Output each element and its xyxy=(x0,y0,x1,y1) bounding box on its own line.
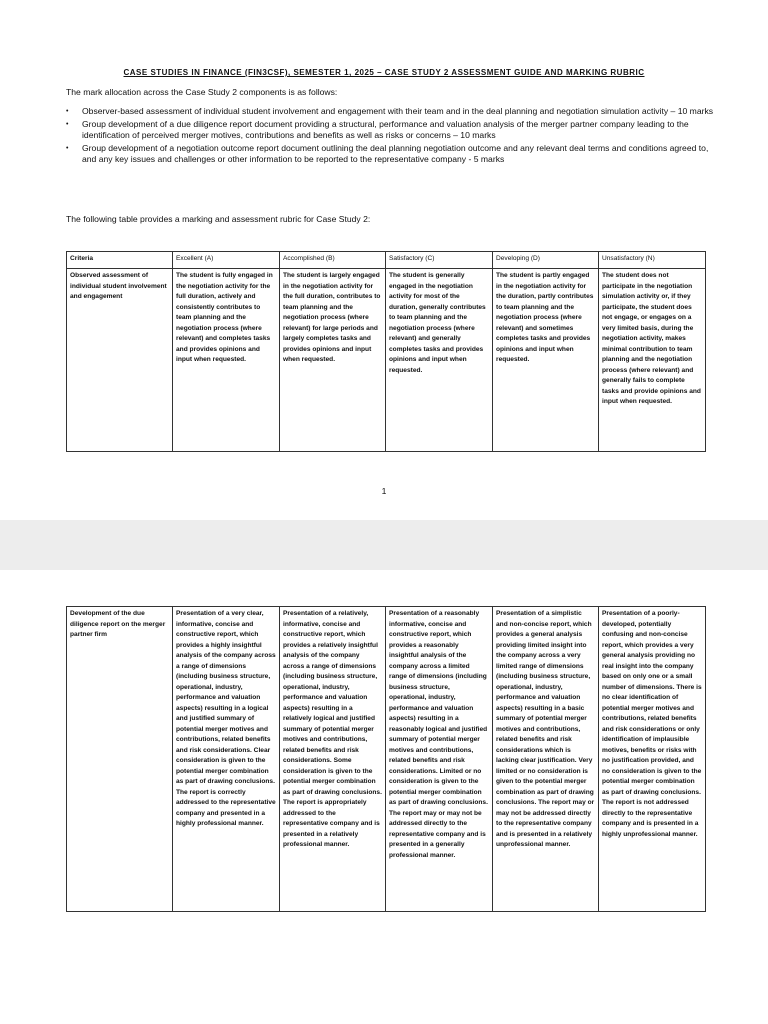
rubric-cell: The student is partly engaged in the negotiation activity for the duration, partly contributes to team planning and the negotiation process (where relevant) and sometimes completes tasks and provides opinions and input when requested. xyxy=(493,269,599,452)
rubric-cell: Presentation of a reasonably informative, concise and constructive report, which provides a reasonably insightful analysis of the company across a limited range of dimensions (including business structure, operational, industry, performance and valuation aspects) resulting in a reasonably logical and justified summary of potential merger motives and contributions, related benefits and risk considerations. Limited or no consideration is given to the potential merger combination as part of drawing conclusions. The report may or may not be addressed directly to the representative company and is presented in a generally professional manner. xyxy=(386,607,493,912)
column-header: Criteria xyxy=(67,252,173,269)
mark-allocation-list xyxy=(66,106,716,167)
rubric-table-part-1 xyxy=(66,251,706,452)
bullet-icon: • xyxy=(66,108,69,115)
bullet-icon: • xyxy=(66,120,69,128)
column-header: Satisfactory (C) xyxy=(386,252,493,269)
rubric-cell: The student does not participate in the negotiation simulation activity or, if they participate, the student does not engage, or engages on a very limited basis, during the negotiation activity, makes minimal contribution to team planning and the negotiation process (where relevant) and generally fails to complete tasks and provide opinions and input when requested. xyxy=(599,269,706,452)
criteria-cell: Development of the due diligence report on the merger partner firm xyxy=(67,607,173,912)
list-item: • Observer-based assessment of individual student involvement and engagement with their team and in the deal planning and negotiation simulation activity – 10 marks xyxy=(66,106,714,116)
list-item: • Group development of a due diligence report document providing a structural, performance and valuation analysis of the merger partner company leading to the identification of perceived merger motives, contributions and benefits as well as risks or concerns – 10 marks xyxy=(66,118,689,141)
page-number: 1 xyxy=(381,486,387,496)
document-title: CASE STUDIES IN FINANCE (FIN3CSF), SEMESTER 1, 2025 – CASE STUDY 2 ASSESSMENT GUIDE AND MARKING RUBRIC xyxy=(123,68,645,77)
table-header-row xyxy=(67,252,706,269)
rubric-table-part-2 xyxy=(66,606,706,912)
rubric-cell: Presentation of a very clear, informative, concise and constructive report, which provides a highly insightful analysis of the company across a range of dimensions (including business structure, operational, industry, performance and valuation aspects) resulting in a logical and justified summary of potential merger motives and contributions, related benefits and risk considerations. Clear consideration is given to the potential merger combination as part of drawing conclusions. The report is correctly addressed to the representative company and presented in a highly professional manner. xyxy=(173,607,280,912)
column-header: Accomplished (B) xyxy=(280,252,386,269)
rubric-cell: The student is largely engaged in the negotiation activity for the full duration, contributes to team planning and the negotiation process (where relevant) for large periods and largely completes tasks and provides opinions and input when requested. xyxy=(280,269,386,452)
column-header: Excellent (A) xyxy=(173,252,280,269)
rubric-cell: The student is generally engaged in the negotiation activity for most of the duration, generally contributes to team planning and the negotiation process (where relevant) and generally completes tasks and provides opinions and input when requested. xyxy=(386,269,493,452)
table-row xyxy=(67,269,706,452)
intro-text: The mark allocation across the Case Study 2 components is as follows: xyxy=(66,87,338,97)
column-header: Unsatisfactory (N) xyxy=(599,252,706,269)
table-intro-text: The following table provides a marking and assessment rubric for Case Study 2: xyxy=(66,214,371,224)
rubric-cell: Presentation of a simplistic and non-concise report, which provides a general analysis providing limited insight into the company across a very limited range of dimensions (including business structure, operational, industry, performance and valuation aspects) resulting in a basic summary of potential merger motives and contributions, related benefits and risk considerations which is lacking clear justification. Very limited or no consideration is given to the potential merger combination as part of drawing conclusions. The report may or may not be addressed directly to the representative company and is presented in a relatively unprofessional manner. xyxy=(493,607,599,912)
list-item: • Group development of a negotiation outcome report document outlining the deal planning negotiation outcome and any relevant deal terms and conditions agreed to, and any key issues and challenges or other information to be reported to the representative company - 5 marks xyxy=(66,142,709,165)
column-header: Developing (D) xyxy=(493,252,599,269)
bullet-icon: • xyxy=(66,144,69,152)
rubric-cell: The student is fully engaged in the negotiation activity for the full duration, actively and consistently contributes to team planning and the negotiation process (where relevant) and completes tasks and provides opinions and input when requested. xyxy=(173,269,280,452)
table-row xyxy=(67,607,706,912)
rubric-cell: Presentation of a relatively, informative, concise and constructive report, which provides a relatively insightful analysis of the company across a range of dimensions (including business structure, operational, industry, performance and valuation aspects) resulting in a relatively logical and justified summary of potential merger motives and contributions, related benefits and risk considerations. Some consideration is given to the potential merger combination as part of drawing conclusions. The report is appropriately addressed to the representative company and is presented in a relatively professional manner. xyxy=(280,607,386,912)
criteria-cell: Observed assessment of individual student involvement and engagement xyxy=(67,269,173,452)
rubric-cell: Presentation of a poorly-developed, potentially confusing and non-concise report, which provides a very general analysis providing no real insight into the company based on only one or a small number of dimensions. There is no clear identification of potential merger motives and contributions, related benefits and risk considerations or only identification of implausible motives, benefits or risks with no justification provided, and no consideration is given to the potential merger combination as part of drawing conclusions. The report is not addressed directly to the representative company and is presented in a highly unprofessional manner. xyxy=(599,607,706,912)
